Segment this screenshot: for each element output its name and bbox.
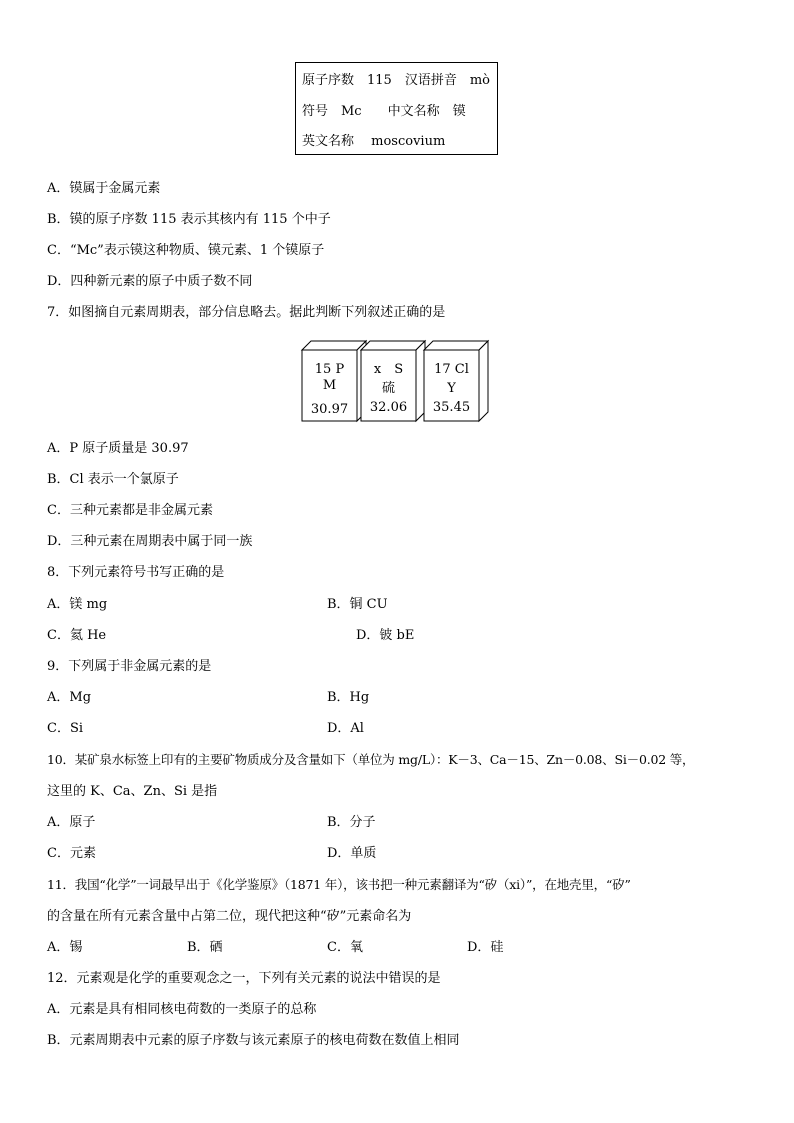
q10-option-a: A．原子 xyxy=(47,815,96,830)
q11-option-a: A．锡 xyxy=(47,940,83,955)
q8-option-a: A．镁 mg xyxy=(47,597,108,612)
q10-stem-line2: 这里的 K、Ca、Zn、Si 是指 xyxy=(47,784,218,799)
q10-option-c: C．元素 xyxy=(47,846,96,861)
q11-option-d: D．硅 xyxy=(467,940,504,955)
card-name: 硫 xyxy=(381,381,395,396)
q9-option-d: D．Al xyxy=(327,721,364,736)
q11-option-b: B．硒 xyxy=(187,940,223,955)
q9-stem: 9．下列属于非金属元素的是 xyxy=(47,659,212,674)
q9-option-a: A．Mg xyxy=(47,690,92,705)
q6-option-b: B．镆的原子序数 115 表示其核内有 115 个中子 xyxy=(47,212,331,227)
q8-option-d: D．铍 bE xyxy=(356,628,415,643)
card-name: M xyxy=(322,378,337,393)
q7-stem: 7．如图摘自元素周期表，部分信息略去。据此判断下列叙述正确的是 xyxy=(47,305,446,320)
q7-option-d: D．三种元素在周期表中属于同一族 xyxy=(47,534,253,549)
q7-option-c: C．三种元素都是非金属元素 xyxy=(47,503,213,518)
q11-option-c: C．氧 xyxy=(327,940,363,955)
q6-option-c: C．“Mc”表示镆这种物质、镆元素、1 个镆原子 xyxy=(47,243,325,258)
q8-stem: 8．下列元素符号书写正确的是 xyxy=(47,565,225,580)
q10-stem-line1: 10．某矿泉水标签上印有的主要矿物质成分及含量如下（单位为 mg/L）：K－3、Ca－15、Zn－0.08、Si－0.02 等， xyxy=(47,752,695,767)
q9-option-c: C．Si xyxy=(47,721,84,736)
q6-option-d: D．四种新元素的原子中质子数不同 xyxy=(47,274,253,289)
info-row-english-name: 英文名称 moscovium xyxy=(302,134,446,149)
q12-option-b: B．元素周期表中元素的原子序数与该元素原子的核电荷数在数值上相同 xyxy=(47,1033,460,1048)
q10-option-d: D．单质 xyxy=(327,846,377,861)
info-row-atomic-number: 原子序数 115 汉语拼音 mò xyxy=(302,73,490,88)
card-mass: 35.45 xyxy=(432,400,471,415)
element-info-box xyxy=(295,62,498,155)
card-number-symbol: x S xyxy=(373,362,404,377)
card-mass: 30.97 xyxy=(310,402,349,417)
q7-option-a: A．P 原子质量是 30.97 xyxy=(47,441,189,456)
card-number-symbol: 15 P xyxy=(314,362,345,377)
q6-option-a: A．镆属于金属元素 xyxy=(47,181,161,196)
q12-option-a: A．元素是具有相同核电荷数的一类原子的总称 xyxy=(47,1002,317,1017)
q10-option-b: B．分子 xyxy=(327,815,376,830)
q9-option-b: B．Hg xyxy=(327,690,370,705)
q7-option-b: B．Cl 表示一个氯原子 xyxy=(47,472,179,487)
q8-option-c: C．氦 He xyxy=(47,628,107,643)
card-number-symbol: 17 Cl xyxy=(434,362,469,377)
info-row-symbol: 符号 Mc 中文名称 镆 xyxy=(302,104,466,119)
card-mass: 32.06 xyxy=(369,400,408,415)
q8-option-b: B．铜 CU xyxy=(327,597,388,612)
card-name: Y xyxy=(447,381,456,396)
q12-stem: 12．元素观是化学的重要观念之一，下列有关元素的说法中错误的是 xyxy=(47,971,441,986)
q11-stem-line1: 11．我国“化学”一词最早出于《化学鉴原》（1871 年），该书把一种元素翻译为“矽（xi）”，在地壳里，“矽” xyxy=(47,877,631,892)
q11-stem-line2: 的含量在所有元素含量中占第二位，现代把这种“矽”元素命名为 xyxy=(47,909,412,924)
